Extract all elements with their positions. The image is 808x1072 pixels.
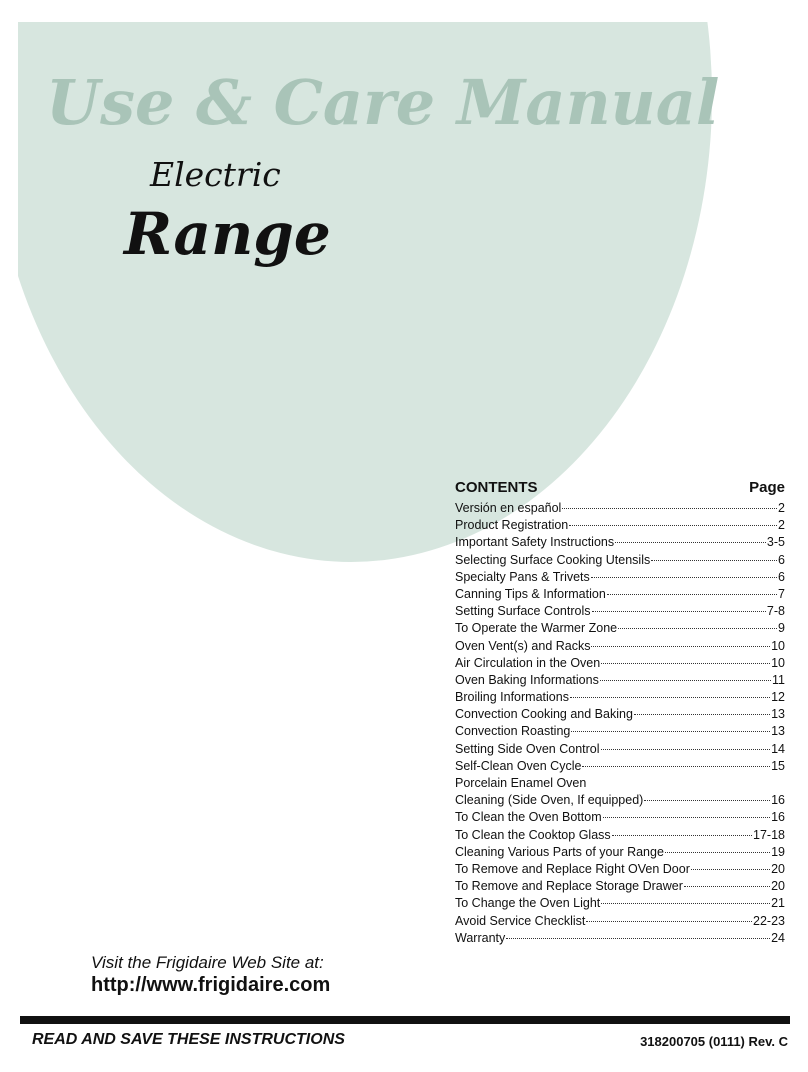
toc-leader-dots — [570, 697, 770, 698]
toc-item-page: 6 — [778, 569, 785, 584]
toc-leader-dots — [582, 766, 770, 767]
toc-item — [455, 587, 785, 604]
toc-item — [455, 742, 785, 759]
toc-item — [455, 724, 785, 741]
toc-item-label: Important Safety Instructions — [455, 535, 615, 550]
toc-item-page: 10 — [771, 655, 785, 670]
toc-item-page: 10 — [771, 638, 785, 653]
save-instructions-notice: READ AND SAVE THESE INSTRUCTIONS — [32, 1031, 345, 1048]
toc-item-page: 9 — [778, 621, 785, 636]
toc-item-page: 7 — [778, 586, 785, 601]
toc-item-label: Product Registration — [455, 518, 569, 533]
toc-item-page: 13 — [771, 707, 785, 722]
toc-item-label: Broiling Informations — [455, 690, 569, 705]
toc-item-label: Setting Surface Controls — [455, 604, 591, 619]
toc-item — [455, 690, 785, 707]
toc-leader-dots — [634, 714, 770, 715]
toc-item-label: Porcelain Enamel Oven — [455, 776, 587, 790]
toc-item-label: Cleaning (Side Oven, If equipped) — [455, 793, 644, 808]
toc-item-page: 11 — [772, 672, 785, 687]
toc-item — [455, 707, 785, 724]
toc-item-page: 17-18 — [753, 827, 785, 842]
toc-leader-dots — [618, 628, 777, 629]
toc-leader-dots — [615, 542, 766, 543]
toc-item-page: 16 — [771, 793, 785, 808]
toc-item — [455, 501, 785, 518]
toc-leader-dots — [607, 594, 777, 595]
toc-item-page: 19 — [771, 844, 785, 859]
toc-item-label: Warranty — [455, 930, 506, 945]
toc-item — [455, 570, 785, 587]
toc-item-label: To Change the Oven Light — [455, 896, 601, 911]
toc-item-label: Cleaning Various Parts of your Range — [455, 844, 664, 859]
toc-page-heading: Page — [749, 479, 785, 496]
toc-item — [455, 535, 785, 552]
toc-header — [455, 479, 785, 499]
toc-item — [455, 931, 785, 948]
toc-item-label: Oven Vent(s) and Racks — [455, 638, 591, 653]
manual-title: Use & Care Manual — [46, 66, 720, 139]
toc-item-page: 14 — [771, 741, 785, 756]
toc-leader-dots — [603, 817, 770, 818]
toc-item-page: 13 — [771, 724, 785, 739]
toc-item-page: 16 — [771, 810, 785, 825]
toc-item — [455, 793, 785, 810]
toc-item — [455, 621, 785, 638]
toc-item — [455, 828, 785, 845]
toc-item — [455, 518, 785, 535]
toc-heading: CONTENTS — [455, 479, 538, 496]
toc-item-page: 6 — [778, 552, 785, 567]
toc-item — [455, 604, 785, 621]
toc-item-label: Avoid Service Checklist — [455, 913, 586, 928]
toc-item-label: Convection Roasting — [455, 724, 571, 739]
toc-item — [455, 879, 785, 896]
toc-item-page: 21 — [771, 896, 785, 911]
toc-leader-dots — [569, 525, 777, 526]
toc-leader-dots — [591, 646, 770, 647]
toc-list — [455, 501, 785, 948]
toc-leader-dots — [586, 921, 752, 922]
toc-item-page: 20 — [771, 861, 785, 876]
toc-item-label: To Remove and Replace Storage Drawer — [455, 879, 683, 894]
toc-item — [455, 776, 785, 793]
toc-leader-dots — [571, 731, 770, 732]
toc-leader-dots — [601, 749, 771, 750]
toc-leader-dots — [600, 680, 771, 681]
toc-item-page: 15 — [771, 758, 785, 773]
product-name: Range — [124, 200, 331, 268]
toc-item-page: 12 — [771, 690, 785, 705]
left-margin — [0, 0, 18, 1072]
toc-item-label: To Clean the Cooktop Glass — [455, 827, 611, 842]
toc-item-page: 7-8 — [766, 604, 785, 619]
website-link[interactable]: http://www.frigidaire.com — [91, 974, 331, 996]
toc-item — [455, 810, 785, 827]
toc-item-page: 24 — [771, 930, 785, 945]
toc-item — [455, 896, 785, 913]
footer-divider — [20, 1016, 790, 1024]
toc-leader-dots — [506, 938, 770, 939]
top-margin — [0, 0, 808, 22]
toc-item — [455, 914, 785, 931]
toc-item-page: 3-5 — [766, 535, 785, 550]
toc-item — [455, 553, 785, 570]
toc-leader-dots — [612, 835, 752, 836]
toc-leader-dots — [691, 869, 770, 870]
toc-item-label: To Remove and Replace Right OVen Door — [455, 861, 690, 876]
toc-item — [455, 656, 785, 673]
toc-leader-dots — [591, 577, 777, 578]
toc-item-label: Self-Clean Oven Cycle — [455, 758, 582, 773]
toc-item-label: Selecting Surface Cooking Utensils — [455, 552, 651, 567]
toc-item-page: 2 — [778, 501, 785, 515]
toc-item-label: Canning Tips & Information — [455, 586, 606, 601]
toc-leader-dots — [601, 663, 770, 664]
toc-leader-dots — [684, 886, 770, 887]
toc-leader-dots — [665, 852, 770, 853]
toc-leader-dots — [651, 560, 777, 561]
toc-leader-dots — [644, 800, 770, 801]
toc-item-page: 20 — [771, 879, 785, 894]
toc-item-label: Air Circulation in the Oven — [455, 655, 601, 670]
toc-item-label: Oven Baking Informations — [455, 672, 599, 687]
document-number: 318200705 (0111) Rev. C — [640, 1034, 788, 1049]
toc-item-label: Specialty Pans & Trivets — [455, 569, 590, 584]
table-of-contents — [455, 479, 785, 948]
toc-item-label: Convection Cooking and Baking — [455, 707, 633, 722]
toc-item — [455, 759, 785, 776]
toc-item — [455, 639, 785, 656]
toc-item-label: Setting Side Oven Control — [455, 741, 600, 756]
toc-leader-dots — [601, 903, 770, 904]
toc-leader-dots — [592, 611, 766, 612]
toc-item — [455, 673, 785, 690]
toc-item-page: 22-23 — [753, 913, 785, 928]
toc-item-page: 2 — [778, 518, 785, 533]
toc-item-label: To Operate the Warmer Zone — [455, 621, 618, 636]
toc-item — [455, 862, 785, 879]
website-prompt: Visit the Frigidaire Web Site at: — [91, 953, 324, 972]
product-type: Electric — [150, 155, 281, 194]
toc-item-label: Versión en español — [455, 501, 562, 515]
toc-leader-dots — [562, 508, 777, 509]
toc-item-label: To Clean the Oven Bottom — [455, 810, 602, 825]
toc-item — [455, 845, 785, 862]
